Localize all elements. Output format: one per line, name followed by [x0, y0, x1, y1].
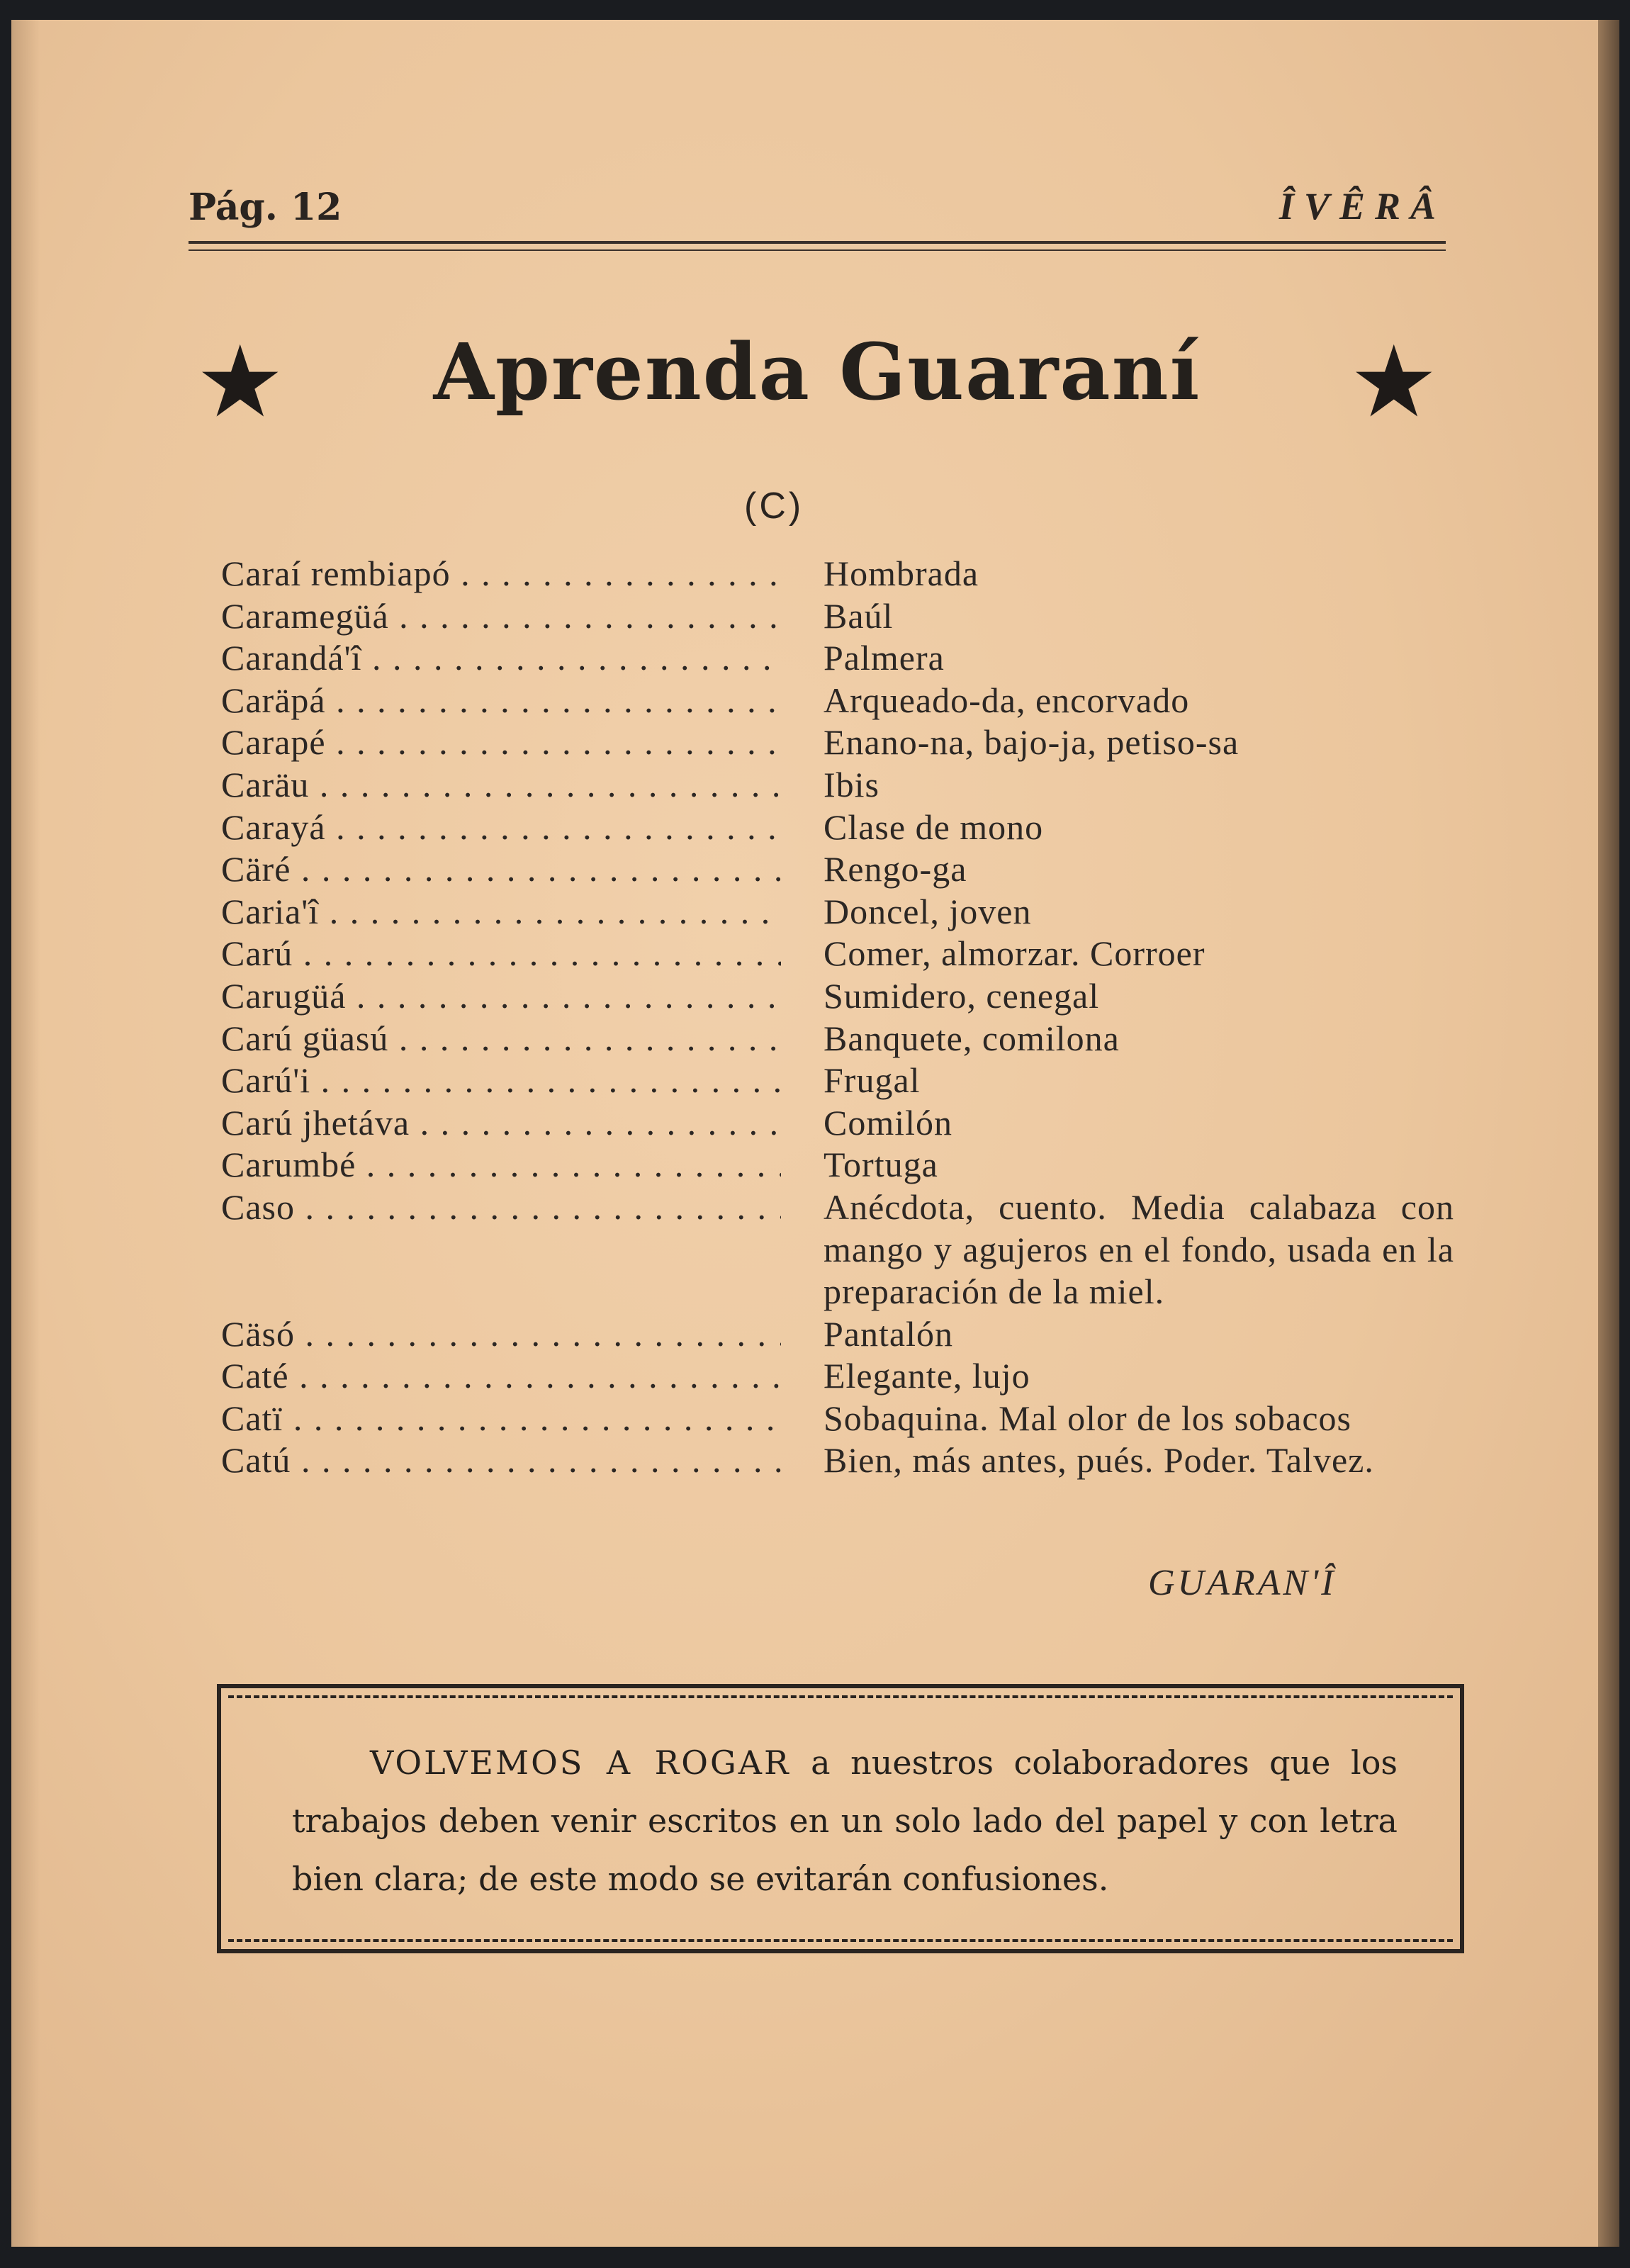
- entry-definition: Baúl: [824, 595, 894, 636]
- page-edge: [1598, 20, 1619, 2247]
- notice-box: [217, 1684, 1464, 1953]
- glossary-entry: [221, 553, 1454, 595]
- entry-term: Caräu . . .: [221, 764, 781, 807]
- magazine-title: ÎVÊRÂ: [1278, 185, 1446, 228]
- entry-term: Carú jhetáva . . .: [221, 1102, 781, 1145]
- entry-definition: Rengo-ga: [824, 849, 967, 889]
- entry-definition: Anécdota, cuento. Media calabaza con mango y agujeros en el fondo, usada en la preparación de la miel.: [824, 1186, 1454, 1312]
- entry-definition: Palmera: [824, 638, 945, 678]
- entry-definition: Hombrada: [824, 554, 979, 593]
- entry-term: Carú'i . . .: [221, 1060, 781, 1102]
- entry-definition: Clase de mono: [824, 807, 1044, 847]
- entry-definition: Banquete, comilona: [824, 1018, 1120, 1058]
- entry-definition: Frugal: [824, 1060, 921, 1101]
- entry-definition: Arqueado-da, encorvado: [824, 680, 1190, 720]
- entry-term: Cäré . . .: [221, 848, 781, 891]
- glossary-list: [221, 553, 1454, 1482]
- article-title: Aprenda Guaraní: [433, 326, 1201, 417]
- star-icon-right: ★: [1349, 325, 1439, 440]
- entry-definition: Elegante, lujo: [824, 1356, 1030, 1396]
- glossary-entry: [221, 1186, 1454, 1313]
- entry-definition: Enano-na, bajo-ja, petiso-sa: [824, 722, 1240, 763]
- entry-term: Carandá'î . . .: [221, 637, 781, 680]
- glossary-entry: [221, 1102, 1454, 1145]
- page-shadow: [11, 20, 40, 2247]
- entry-term: Caräpá . . .: [221, 680, 781, 722]
- glossary-entry: [221, 933, 1454, 975]
- entry-definition: Comer, almorzar. Corroer: [824, 933, 1205, 974]
- header-rule-top: [189, 241, 1446, 244]
- glossary-entry: [221, 722, 1454, 764]
- section-letter: (C): [744, 485, 804, 527]
- glossary-entry: [221, 975, 1454, 1018]
- entry-definition: Sobaquina. Mal olor de los sobacos: [824, 1398, 1352, 1438]
- notice-body: a nuestros colaboradores que los trabajos deben venir escritos en un solo lado del papel y con letra bien clara; de este modo se evitarán confusiones.: [292, 1744, 1398, 1898]
- entry-term: Cäsó . . .: [221, 1313, 781, 1356]
- glossary-entry: [221, 1398, 1454, 1440]
- entry-term: Caso . . .: [221, 1186, 781, 1229]
- entry-definition: Bien, más antes, pués. Poder. Talvez.: [824, 1440, 1374, 1481]
- entry-definition: Pantalón: [824, 1313, 953, 1354]
- entry-term: Carapé . . .: [221, 722, 781, 764]
- entry-term: Carú . . .: [221, 933, 781, 975]
- glossary-entry: [221, 1144, 1454, 1186]
- glossary-entry: [221, 1355, 1454, 1398]
- glossary-entry: [221, 848, 1454, 891]
- entry-term: Caté . . .: [221, 1355, 781, 1398]
- entry-definition: Ibis: [824, 764, 879, 804]
- notice-text: [292, 1734, 1398, 1908]
- page-number: Pág. 12: [189, 186, 342, 229]
- star-icon-left: ★: [196, 325, 285, 440]
- glossary-entry: [221, 1060, 1454, 1102]
- entry-definition: Tortuga: [824, 1145, 938, 1185]
- page-header: [189, 179, 1446, 235]
- glossary-entry: [221, 764, 1454, 807]
- entry-term: Caraí rembiapó . . .: [221, 553, 781, 595]
- entry-term: Catú . . .: [221, 1439, 781, 1482]
- entry-term: Catï . . .: [221, 1398, 781, 1440]
- entry-definition: Comilón: [824, 1102, 953, 1143]
- entry-term: Carayá . . .: [221, 807, 781, 849]
- entry-term: Caramegüá . . .: [221, 595, 781, 638]
- glossary-entry: [221, 1439, 1454, 1482]
- entry-term: Carumbé . . .: [221, 1144, 781, 1186]
- entry-term: Caria'î . . .: [221, 891, 781, 933]
- glossary-entry: [221, 637, 1454, 680]
- glossary-entry: [221, 680, 1454, 722]
- entry-term: Carugüá . . .: [221, 975, 781, 1018]
- glossary-entry: [221, 1313, 1454, 1356]
- article-signature: GUARAN'Î: [1148, 1563, 1337, 1603]
- entry-definition: Doncel, joven: [824, 891, 1032, 931]
- glossary-entry: [221, 1018, 1454, 1060]
- glossary-entry: [221, 891, 1454, 933]
- entry-term: Carú güasú . . .: [221, 1018, 781, 1060]
- header-rule-bottom: [189, 249, 1446, 251]
- glossary-entry: [221, 807, 1454, 849]
- notice-lead: VOLVEMOS A ROGAR: [370, 1744, 791, 1782]
- glossary-entry: [221, 595, 1454, 638]
- entry-definition: Sumidero, cenegal: [824, 975, 1100, 1016]
